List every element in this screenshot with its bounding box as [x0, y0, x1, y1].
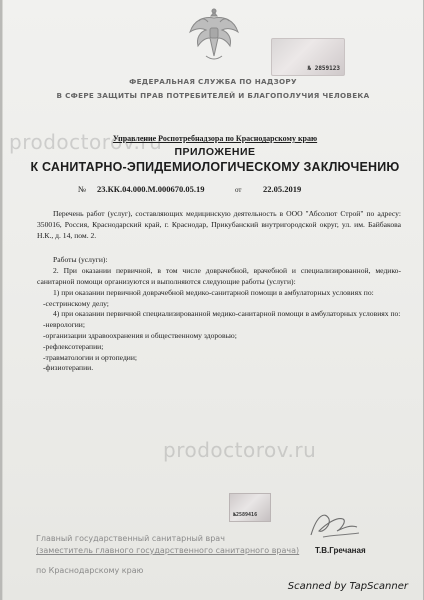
item-2-1: 1) при оказании первичной доврачебной медико-санитарной помощи в амбулаторных условиях по:	[53, 287, 374, 297]
document-title-line1: ПРИЛОЖЕНИЕ	[174, 146, 256, 158]
russian-eagle-emblem-icon	[186, 6, 242, 64]
handwritten-signature	[303, 505, 363, 545]
from-label: от	[235, 186, 242, 194]
watermark-bottom: prodoctorov.ru	[163, 438, 317, 462]
item-2-4-b: -организации здравоохранения и общественному здоровью;	[43, 330, 237, 340]
serial-hologram-stamp	[271, 38, 345, 76]
item-2-4-c: -рефлексотерапии;	[43, 341, 104, 351]
agency-name-line2: В СФЕРЕ ЗАЩИТЫ ПРАВ ПОТРЕБИТЕЛЕЙ И БЛАГОПОЛУЧИЯ ЧЕЛОВЕКА	[56, 91, 370, 100]
document-date: 22.05.2019	[263, 184, 302, 194]
signer-position-line1: Главный государственный санитарный врач	[36, 534, 225, 543]
item-2-1-a: -сестринскому делу;	[43, 298, 109, 308]
works-label: Работы (услуги):	[53, 255, 108, 265]
agency-name-line1: ФЕДЕРАЛЬНАЯ СЛУЖБА ПО НАДЗОРУ	[129, 77, 297, 86]
signer-name: Т.В.Гречаная	[315, 546, 366, 555]
item-2-4: 4) при оказании первичной специализированной медико-санитарной помощи в амбулаторных условиях по:	[53, 309, 401, 319]
signer-position-line3: по Краснодарскому краю	[36, 566, 144, 575]
item-2-4-a: -неврологии;	[43, 320, 85, 330]
item-2-4-d: -травматологии и ортопедии;	[43, 352, 138, 362]
hologram-stamp-bottom	[229, 493, 271, 522]
scanner-label: Scanned by TapScanner	[287, 581, 408, 592]
department-name: Управление Роспотребнадзора по Краснодарскому краю	[112, 134, 318, 143]
document-page	[2, 0, 423, 600]
number-sign: №	[78, 184, 87, 194]
watermark-top: prodoctorov.ru	[9, 130, 163, 154]
document-title-line2: К САНИТАРНО-ЭПИДЕМИОЛОГИЧЕСКОМУ ЗАКЛЮЧЕНИЮ	[30, 160, 400, 174]
document-body	[37, 209, 401, 374]
intro-paragraph: Перечень работ (услуг), составляющих медицинскую деятельность в ООО "Абсолют Строй" по адресу: 350016, Россия, Краснодарский край, г. Краснодар, Прикубанский внутригородской округ, ул. им. Байбакова Н.К., д. 14, пом. 2.	[37, 209, 401, 240]
item-2: 2. При оказании первичной, в том числе доврачебной, врачебной и специализированной, медико-санитарной помощи организуются и выполняются следующие работы (услуги):	[37, 266, 401, 286]
document-number: 23.КК.04.000.М.000670.05.19	[97, 184, 205, 194]
signer-position-line2: (заместитель главного государственного санитарного врача)	[36, 546, 300, 555]
item-2-4-e: -физиотерапии.	[43, 363, 94, 373]
bottom-stamp-number: №2589416	[233, 512, 258, 518]
serial-stamp-number: № 2859123	[307, 65, 340, 72]
